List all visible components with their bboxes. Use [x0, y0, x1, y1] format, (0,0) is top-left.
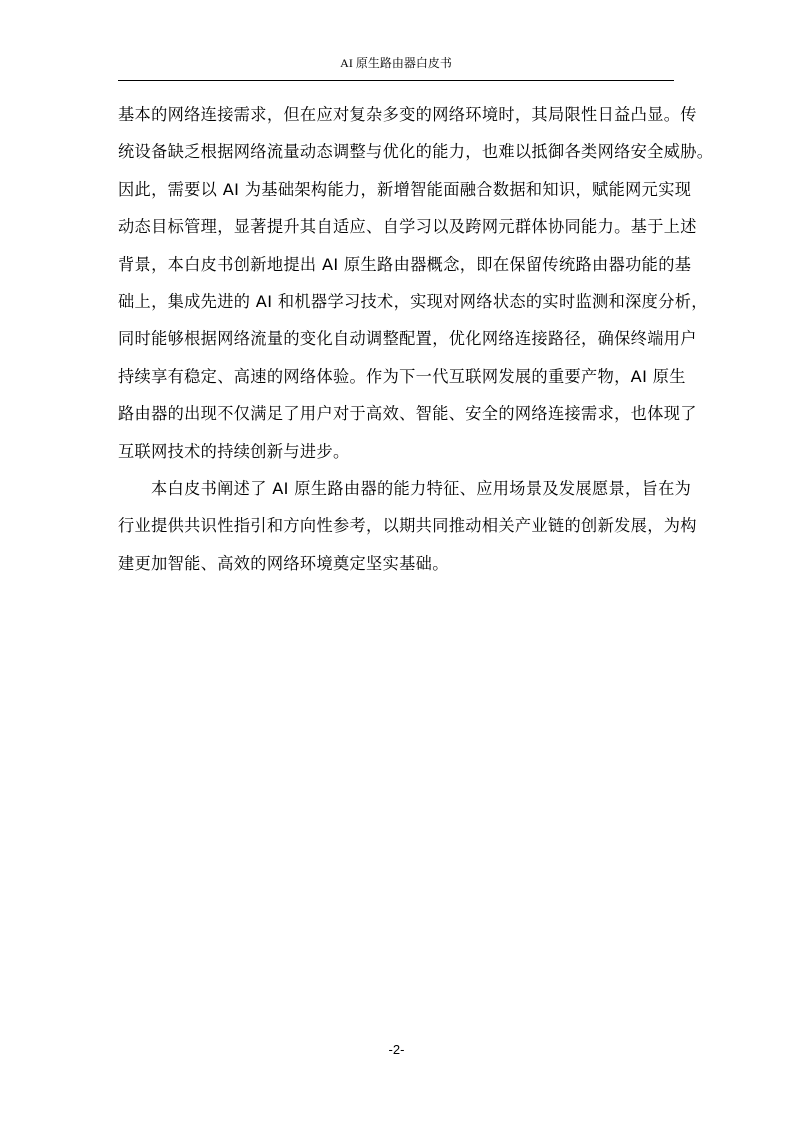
text-line: 因此，需要以 AI 为基础架构能力，新增智能面融合数据和知识，赋能网元实现 [118, 179, 692, 199]
text-line: 统设备缺乏根据网络流量动态调整与优化的能力，也难以抵御各类网络安全威胁。 [118, 142, 714, 162]
header-divider [118, 80, 674, 81]
text-line: 互联网技术的持续创新与进步。 [118, 441, 350, 461]
text-line: 路由器的出现不仅满足了用户对于高效、智能、安全的网络连接需求，也体现了 [118, 404, 697, 424]
paragraph-1 [118, 96, 714, 470]
text-line: 础上，集成先进的 AI 和机器学习技术，实现对网络状态的实时监测和深度分析， [118, 291, 708, 311]
text-line: 行业提供共识性指引和方向性参考，以期共同推动相关产业链的创新发展，为构 [118, 516, 697, 536]
text-line: 背景，本白皮书创新地提出 AI 原生路由器概念，即在保留传统路由器功能的基 [118, 254, 692, 274]
text-line: 基本的网络连接需求，但在应对复杂多变的网络环境时，其局限性日益凸显。传 [118, 105, 697, 124]
text-line: 同时能够根据网络流量的变化自动调整配置，优化网络连接路径，确保终端用户 [118, 329, 697, 349]
text-line: 持续享有稳定、高速的网络体验。作为下一代互联网发展的重要产物，AI 原生 [118, 366, 686, 386]
page-number: -2- [388, 1042, 405, 1057]
paragraph-2 [118, 470, 697, 582]
body-text [118, 96, 714, 582]
text-line: 动态目标管理，显著提升其自适应、自学习以及跨网元群体协同能力。基于上述 [118, 217, 697, 237]
running-header-title: AI 原生路由器白皮书 [340, 56, 452, 70]
text-line: 本白皮书阐述了 AI 原生路由器的能力特征、应用场景及发展愿景，旨在为 [151, 478, 692, 498]
text-line: 建更加智能、高效的网络环境奠定坚实基础。 [118, 553, 449, 573]
